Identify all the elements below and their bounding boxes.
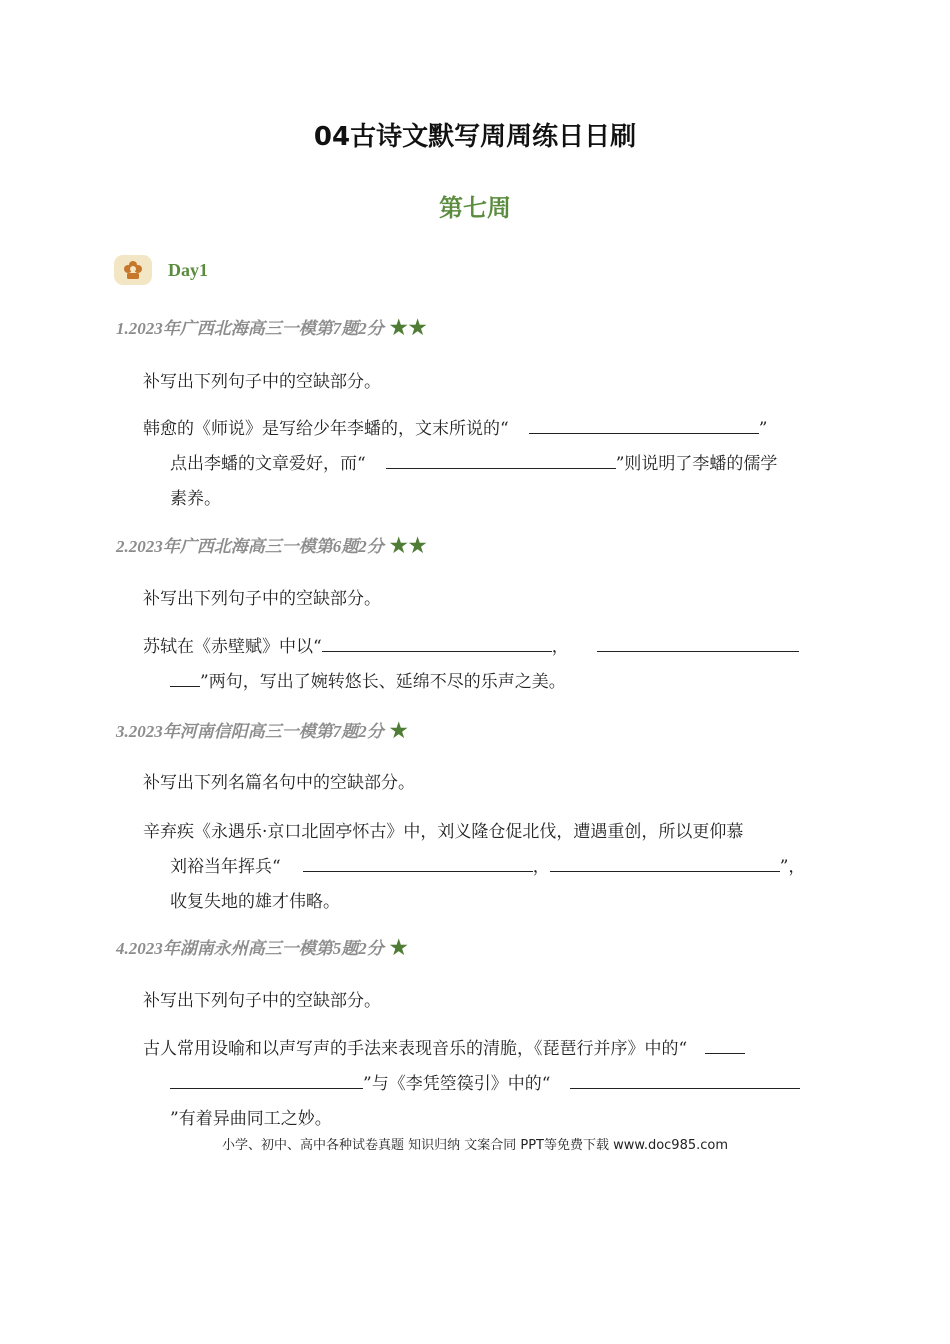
- question-3-line-2: [170, 852, 805, 877]
- answer-blank[interactable]: [597, 634, 799, 652]
- question-1-text-c: 点出李蟠的文章爱好，而“: [170, 454, 366, 474]
- page-footer: 小学、初中、高中各种试卷真题 知识归纳 文案合同 PPT等免费下载 www.doc985.com: [221, 1138, 729, 1153]
- question-3-instruction: 补写出下列名篇名句中的空缺部分。: [143, 773, 415, 793]
- question-1-header: [116, 314, 428, 340]
- question-4-line-3: ”有着异曲同工之妙。: [170, 1109, 332, 1129]
- question-4-text-b: ”与《李凭箜篌引》中的“: [363, 1074, 551, 1094]
- answer-blank[interactable]: [529, 416, 759, 434]
- question-3-line-3: 收复失地的雄才伟略。: [170, 892, 340, 912]
- question-3-line-1: 辛弃疾《永遇乐·京口北固亭怀古》中，刘义隆仓促北伐，遭遇重创，所以更仰慕: [143, 822, 744, 842]
- question-3-title: 3.2023年河南信阳高三一模第7题2分: [116, 722, 384, 741]
- question-4-text-a: 古人常用设喻和以声写声的手法来表现音乐的清脆，《琵琶行并序》中的“: [143, 1039, 688, 1059]
- day-label: Day1: [168, 259, 208, 280]
- question-3-text-c: ”，: [779, 857, 806, 877]
- question-2-instruction: 补写出下列句子中的空缺部分。: [143, 589, 381, 609]
- answer-blank[interactable]: [550, 854, 780, 872]
- question-4-title: 4.2023年湖南永州高三一模第5题2分: [116, 939, 384, 958]
- flower-badge-icon: [114, 255, 152, 285]
- week-heading: 第七周: [439, 194, 511, 222]
- question-2-title: 2.2023年广西北海高三一模第6题2分: [116, 537, 384, 556]
- answer-blank[interactable]: [322, 634, 552, 652]
- question-4-instruction: 补写出下列句子中的空缺部分。: [143, 991, 381, 1011]
- question-4-line-2: [170, 1069, 800, 1094]
- question-3-text-a: 刘裕当年挥兵“: [170, 857, 281, 877]
- question-1-line-3: 素养。: [170, 489, 221, 509]
- answer-blank[interactable]: [386, 451, 616, 469]
- question-1-line-2: [170, 449, 777, 474]
- question-1-title: 1.2023年广西北海高三一模第7题2分: [116, 319, 384, 338]
- answer-blank[interactable]: [170, 1071, 363, 1089]
- day-header: [114, 252, 208, 288]
- question-2-text-c: ”两句，写出了婉转悠长、延绵不尽的乐声之美。: [200, 672, 566, 692]
- question-3-stars: ★: [389, 720, 409, 742]
- question-2-text-b: ，: [551, 637, 569, 657]
- question-4-stars: ★: [389, 937, 409, 959]
- document-title: 04古诗文默写周周练日日刷: [313, 122, 637, 152]
- question-1-instruction: 补写出下列句子中的空缺部分。: [143, 372, 381, 392]
- question-4-header: [116, 934, 409, 960]
- question-1-text-a: 韩愈的《师说》是写给少年李蟠的，文末所说的“: [143, 419, 509, 439]
- question-2-line-2: [170, 667, 566, 692]
- question-2-header: [116, 532, 428, 558]
- question-1-stars: ★★: [389, 317, 428, 339]
- question-1-text-d: ”则说明了李蟠的儒学: [615, 454, 778, 474]
- question-1-line-1: [143, 414, 767, 439]
- question-2-line-1: [143, 632, 799, 657]
- question-3-text-b: ，: [532, 857, 550, 877]
- question-1-text-b: ”: [758, 419, 768, 439]
- question-2-stars: ★★: [389, 535, 428, 557]
- question-4-line-1: [143, 1034, 745, 1059]
- answer-blank[interactable]: [170, 669, 200, 687]
- answer-blank[interactable]: [705, 1036, 745, 1054]
- answer-blank[interactable]: [570, 1071, 800, 1089]
- question-2-text-a: 苏轼在《赤壁赋》中以“: [143, 637, 322, 657]
- question-3-header: [116, 717, 409, 743]
- answer-blank[interactable]: [303, 854, 533, 872]
